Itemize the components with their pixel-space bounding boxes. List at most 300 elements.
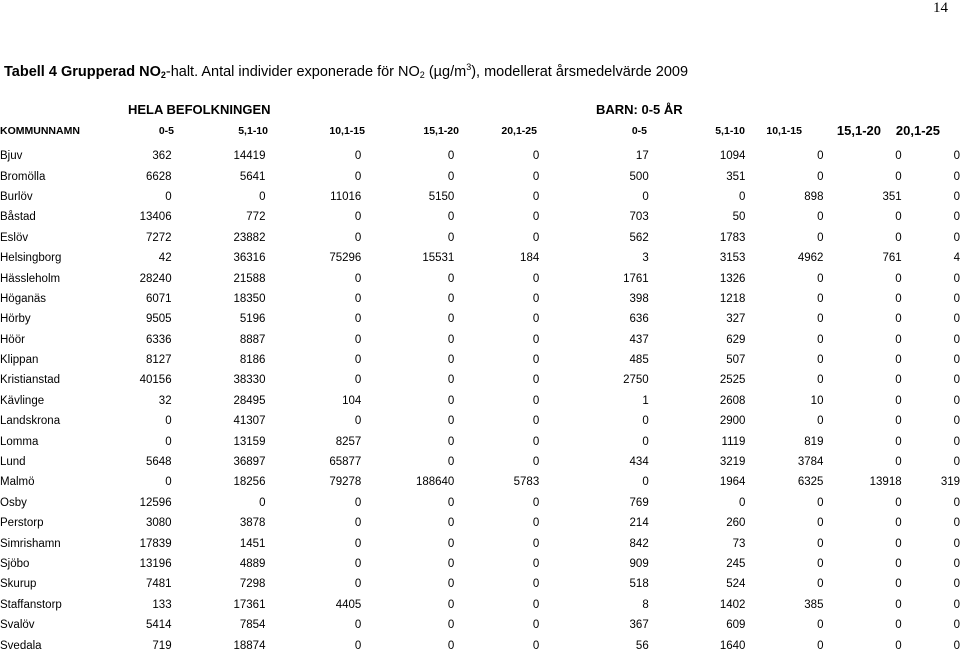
table-row [0,370,960,390]
table-cell: 0 [817,619,824,632]
table-cell: 3080 [146,517,172,530]
table-cell: 0 [354,292,362,305]
group-header-children: BARN: 0-5 ÅR [596,102,683,117]
table-cell: 13196 [139,558,172,570]
table-cell: 0 [447,313,455,326]
table-cell: 518 [629,578,649,591]
table-cell: 0 [532,435,540,448]
table-cell: 0 [953,292,960,305]
table-cell: 0 [532,639,540,652]
table-cell: 0 [354,231,362,244]
table-cell: 5641 [239,170,266,183]
table-cell: 351 [726,170,746,183]
table-cell: 18350 [233,292,266,305]
table-row [0,228,960,248]
table-cell: 0 [953,374,960,387]
table-cell: 7298 [239,578,266,591]
table-cell: 4962 [797,252,824,265]
table-cell: 0 [953,170,960,183]
table-row [0,452,960,472]
table-row [0,615,960,635]
title-subscript: 2 [160,70,166,80]
table-cell: 0 [165,435,172,448]
table-cell: 1783 [719,231,746,244]
table-row [0,248,960,268]
table-cell: 0 [447,374,455,387]
table-cell: 0 [354,537,362,550]
kommun-name: Höganäs [0,292,47,305]
table-cell: 2608 [719,394,746,407]
table-cell: 28240 [139,272,172,285]
table-cell: 0 [953,578,960,591]
table-cell: 56 [635,639,649,652]
kommun-name: Hörby [0,313,31,326]
table-cell: 5150 [428,190,455,203]
kommun-name: Bjuv [0,150,23,163]
table-cell: 1218 [719,292,746,305]
table-cell: 0 [739,190,746,203]
table-cell: 0 [953,333,960,346]
table-cell: 0 [895,415,902,428]
table-cell: 0 [953,619,960,632]
table-cell: 0 [354,558,362,570]
table-cell: 0 [895,272,902,285]
table-cell: 3 [642,252,649,265]
table-cell: 0 [817,272,824,285]
table-cell: 18256 [233,476,266,489]
table-row [0,493,960,513]
table-cell: 0 [447,211,455,224]
table-cell: 41307 [233,415,266,428]
table-cell: 32 [158,394,172,407]
table-cell: 0 [447,517,455,530]
table-cell: 0 [532,517,540,530]
table-cell: 14419 [233,150,266,163]
table-cell: 500 [629,170,649,183]
table-cell: 4 [953,252,960,265]
table-cell: 0 [532,578,540,591]
table-cell: 0 [895,354,902,367]
table-row [0,595,960,615]
table-cell: 0 [354,211,362,224]
table-cell: 0 [532,374,540,387]
table-cell: 0 [532,537,540,550]
table-cell: 38330 [233,374,266,387]
table-cell: 104 [342,394,362,407]
table-cell: 12596 [139,496,172,509]
table-cell: 6325 [797,476,824,489]
table-cell: 0 [953,496,960,509]
table-cell: 0 [354,517,362,530]
table-cell: 0 [817,374,824,387]
table-cell: 0 [817,496,824,509]
table-cell: 8186 [239,354,266,367]
table-cell: 79278 [329,476,362,489]
table-cell: 0 [953,394,960,407]
kommun-name: Hässleholm [0,272,61,285]
table-cell: 188640 [415,476,455,489]
kommun-name: Höör [0,333,25,346]
table-cell: 0 [447,456,455,469]
table-cell: 0 [739,496,746,509]
table-row [0,146,960,166]
kommun-name: Staffanstorp [0,598,62,611]
table-cell: 0 [953,415,960,428]
table-cell: 5783 [513,476,540,489]
table-cell: 0 [953,211,960,224]
table-row [0,554,960,574]
table-cell: 0 [532,313,540,326]
table-cell: 772 [246,211,266,224]
table-row [0,574,960,594]
table-cell: 8257 [335,435,362,448]
table-cell: 0 [532,415,540,428]
table-cell: 0 [817,558,824,570]
table-cell: 0 [817,415,824,428]
table-cell: 0 [953,435,960,448]
table-cell: 5196 [239,313,266,326]
table-cell: 562 [629,231,649,244]
table-cell: 75296 [329,252,362,265]
table-cell: 842 [629,537,649,550]
table-cell: 6336 [146,333,172,346]
page-number: 14 [933,0,948,16]
table-cell: 0 [532,211,540,224]
table-cell: 0 [895,170,902,183]
table-cell: 0 [642,190,649,203]
table-cell: 0 [354,333,362,346]
table-cell: 10 [810,394,824,407]
table-cell: 0 [532,231,540,244]
title-part: -halt. Antal individer exponerade för NO [165,64,420,80]
kommun-name: Bromölla [0,170,46,183]
table-cell: 0 [953,517,960,530]
column-header: 10,1-15 [329,125,365,137]
column-header: 15,1-20 [836,123,881,138]
table-row [0,635,960,655]
table-cell: 50 [732,211,746,224]
table-cell: 3153 [719,252,746,265]
table-cell: 1451 [239,537,266,550]
table-cell: 184 [520,252,540,265]
title-superscript: 3 [466,62,472,72]
table-cell: 0 [895,313,902,326]
table-cell: 18874 [233,639,266,652]
table-cell: 0 [817,292,824,305]
kommun-name: Klippan [0,354,39,367]
table-cell: 0 [354,272,362,285]
table-cell: 0 [354,374,362,387]
kommun-name: Malmö [0,476,35,489]
table-cell: 7854 [239,619,266,632]
title-part: Tabell 4 Grupperad NO [4,64,161,80]
table-cell: 0 [447,231,455,244]
table-cell: 0 [447,292,455,305]
table-cell: 909 [629,558,649,570]
table-cell: 437 [629,333,649,346]
table-cell: 0 [953,537,960,550]
table-cell: 3784 [797,456,824,469]
table-cell: 0 [642,476,649,489]
table-cell: 0 [817,231,824,244]
kommun-name: Perstorp [0,517,44,530]
table-cell: 0 [354,619,362,632]
table-cell: 0 [532,456,540,469]
table-cell: 73 [732,537,746,550]
kommun-name: Helsingborg [0,252,62,265]
table-cell: 0 [817,578,824,591]
table-cell: 367 [629,619,649,632]
kommun-name: Lomma [0,435,39,448]
table-cell: 0 [532,354,540,367]
table-row [0,472,960,492]
column-header: 5,1-10 [715,125,745,137]
column-header: 5,1-10 [238,125,268,137]
table-cell: 719 [152,639,172,652]
table-cell: 0 [895,333,902,346]
table-cell: 636 [629,313,649,326]
kommun-name: Landskrona [0,415,61,428]
table-cell: 0 [354,578,362,591]
table-cell: 524 [726,578,746,591]
table-cell: 351 [882,190,902,203]
table-cell: 8887 [239,333,266,346]
table-cell: 4405 [335,598,362,611]
table-cell: 11016 [330,190,362,203]
kommun-name: Båstad [0,211,36,224]
table-cell: 3219 [719,456,746,469]
table-cell: 0 [532,598,540,611]
table-cell: 4889 [239,558,266,570]
table-cell: 28495 [233,394,266,407]
column-header: 10,1-15 [766,125,802,137]
table-cell: 0 [953,558,960,570]
table-cell: 0 [447,150,455,163]
table-cell: 0 [532,292,540,305]
table-cell: 0 [447,496,455,509]
table-cell: 0 [895,231,902,244]
table-cell: 245 [726,558,746,570]
table-cell: 36897 [233,456,266,469]
table-cell: 0 [817,537,824,550]
table-cell: 0 [354,415,362,428]
table-cell: 1964 [719,476,746,489]
table-cell: 0 [953,639,960,652]
table-cell: 0 [354,639,362,652]
table-cell: 23882 [233,231,266,244]
table-cell: 0 [817,333,824,346]
table-row [0,391,960,411]
table-cell: 2750 [623,374,649,387]
table-cell: 1402 [719,598,746,611]
table-row [0,411,960,431]
kommun-name: Simrishamn [0,537,61,550]
table-cell: 898 [804,190,824,203]
table-cell: 9505 [146,313,172,326]
table-cell: 0 [447,598,455,611]
table-cell: 17839 [139,537,172,550]
table-cell: 0 [817,639,824,652]
kommun-name: Osby [0,496,27,509]
table-cell: 0 [447,415,455,428]
title-part: ), modellerat årsmedelvärde 2009 [471,64,689,80]
table-cell: 0 [895,517,902,530]
table-cell: 2900 [719,415,746,428]
table-cell: 1761 [623,272,649,285]
table-cell: 0 [895,394,902,407]
table-cell: 0 [532,272,540,285]
table-cell: 8 [642,598,649,611]
table-cell: 15531 [422,252,455,265]
table-cell: 0 [354,496,362,509]
table-cell: 0 [817,170,824,183]
kommun-name: Kävlinge [0,394,45,407]
table-cell: 6628 [146,170,172,183]
table-cell: 0 [895,374,902,387]
table-cell: 0 [817,354,824,367]
table-row [0,533,960,553]
table-cell: 0 [259,496,266,509]
title-part: (µg/m [424,64,467,80]
table-cell: 260 [726,517,746,530]
table-cell: 609 [726,619,746,632]
table-cell: 0 [447,578,455,591]
table-cell: 0 [642,435,649,448]
table-cell: 0 [817,150,824,163]
table-row [0,431,960,451]
table-cell: 13159 [233,435,266,448]
table-cell: 3878 [239,517,266,530]
table-cell: 385 [804,598,824,611]
kommun-name: Burlöv [0,190,33,203]
table-cell: 0 [953,272,960,285]
table-cell: 0 [532,150,540,163]
table-cell: 0 [447,558,455,570]
table-cell: 40156 [139,374,172,387]
table-cell: 13406 [139,211,172,224]
kommun-name: Lund [0,456,26,469]
table-cell: 0 [532,558,540,570]
table-cell: 0 [165,190,172,203]
table-cell: 0 [532,333,540,346]
table-cell: 761 [882,252,902,265]
table-cell: 1326 [719,272,746,285]
table-cell: 17 [635,150,649,163]
table-cell: 0 [953,190,960,203]
table-cell: 0 [447,639,455,652]
table-cell: 0 [895,435,902,448]
table-cell: 0 [354,313,362,326]
table-cell: 0 [895,456,902,469]
table-cell: 0 [447,333,455,346]
table-row [0,350,960,370]
table-cell: 0 [447,272,455,285]
group-header-total: HELA BEFOLKNINGEN [128,102,271,117]
table-cell: 0 [895,639,902,652]
table-cell: 0 [953,313,960,326]
table-cell: 133 [152,598,172,611]
table-cell: 0 [354,170,362,183]
table-cell: 0 [817,313,824,326]
exposure-table [0,146,960,656]
table-cell: 0 [532,394,540,407]
table-cell: 0 [447,619,455,632]
table-cell: 0 [895,598,902,611]
table-cell: 0 [354,150,362,163]
kommun-name: Skurup [0,578,37,591]
table-cell: 0 [895,292,902,305]
table-cell: 629 [726,333,746,346]
table-cell: 0 [532,170,540,183]
table-row [0,187,960,207]
column-header: 15,1-20 [423,125,459,137]
table-cell: 0 [447,537,455,550]
table-cell: 0 [259,190,266,203]
table-cell: 0 [447,435,455,448]
table-cell: 5648 [146,456,172,469]
table-row [0,289,960,309]
table-cell: 1640 [719,639,746,652]
table-cell: 0 [165,476,172,489]
table-cell: 398 [629,292,649,305]
kommun-name: Eslöv [0,231,29,244]
table-row [0,268,960,288]
table-cell: 362 [152,150,172,163]
table-cell: 0 [953,598,960,611]
table-cell: 0 [642,415,649,428]
table-cell: 0 [953,231,960,244]
table-cell: 0 [354,354,362,367]
table-cell: 327 [726,313,746,326]
kommun-name: Svalöv [0,619,35,632]
table-cell: 319 [940,476,960,489]
table-cell: 214 [629,517,649,530]
table-cell: 769 [629,496,649,509]
table-cell: 17361 [233,598,266,611]
table-cell: 703 [629,211,649,224]
table-row [0,166,960,186]
table-cell: 0 [895,496,902,509]
table-cell: 0 [447,394,455,407]
table-cell: 0 [895,619,902,632]
kommun-name: Kristianstad [0,374,61,387]
table-cell: 0 [953,456,960,469]
table-cell: 0 [953,354,960,367]
table-cell: 5414 [146,619,172,632]
kommun-name: Sjöbo [0,558,30,570]
table-cell: 0 [895,558,902,570]
column-header-kommun: KOMMUNNAMN [0,125,80,137]
table-cell: 0 [532,496,540,509]
table-cell: 0 [895,537,902,550]
table-cell: 507 [726,354,746,367]
table-row [0,513,960,533]
column-header: 0-5 [631,125,647,137]
table-cell: 1094 [719,150,746,163]
table-cell: 36316 [233,252,266,265]
column-header: 20,1-25 [895,123,940,138]
table-cell: 0 [817,517,824,530]
table-cell: 13918 [869,476,902,489]
table-title [4,62,688,80]
kommun-name: Svedala [0,639,42,652]
table-cell: 0 [895,211,902,224]
table-cell: 485 [629,354,649,367]
table-row [0,330,960,350]
table-cell: 2525 [719,374,746,387]
table-cell: 0 [817,211,824,224]
table-cell: 0 [165,415,172,428]
